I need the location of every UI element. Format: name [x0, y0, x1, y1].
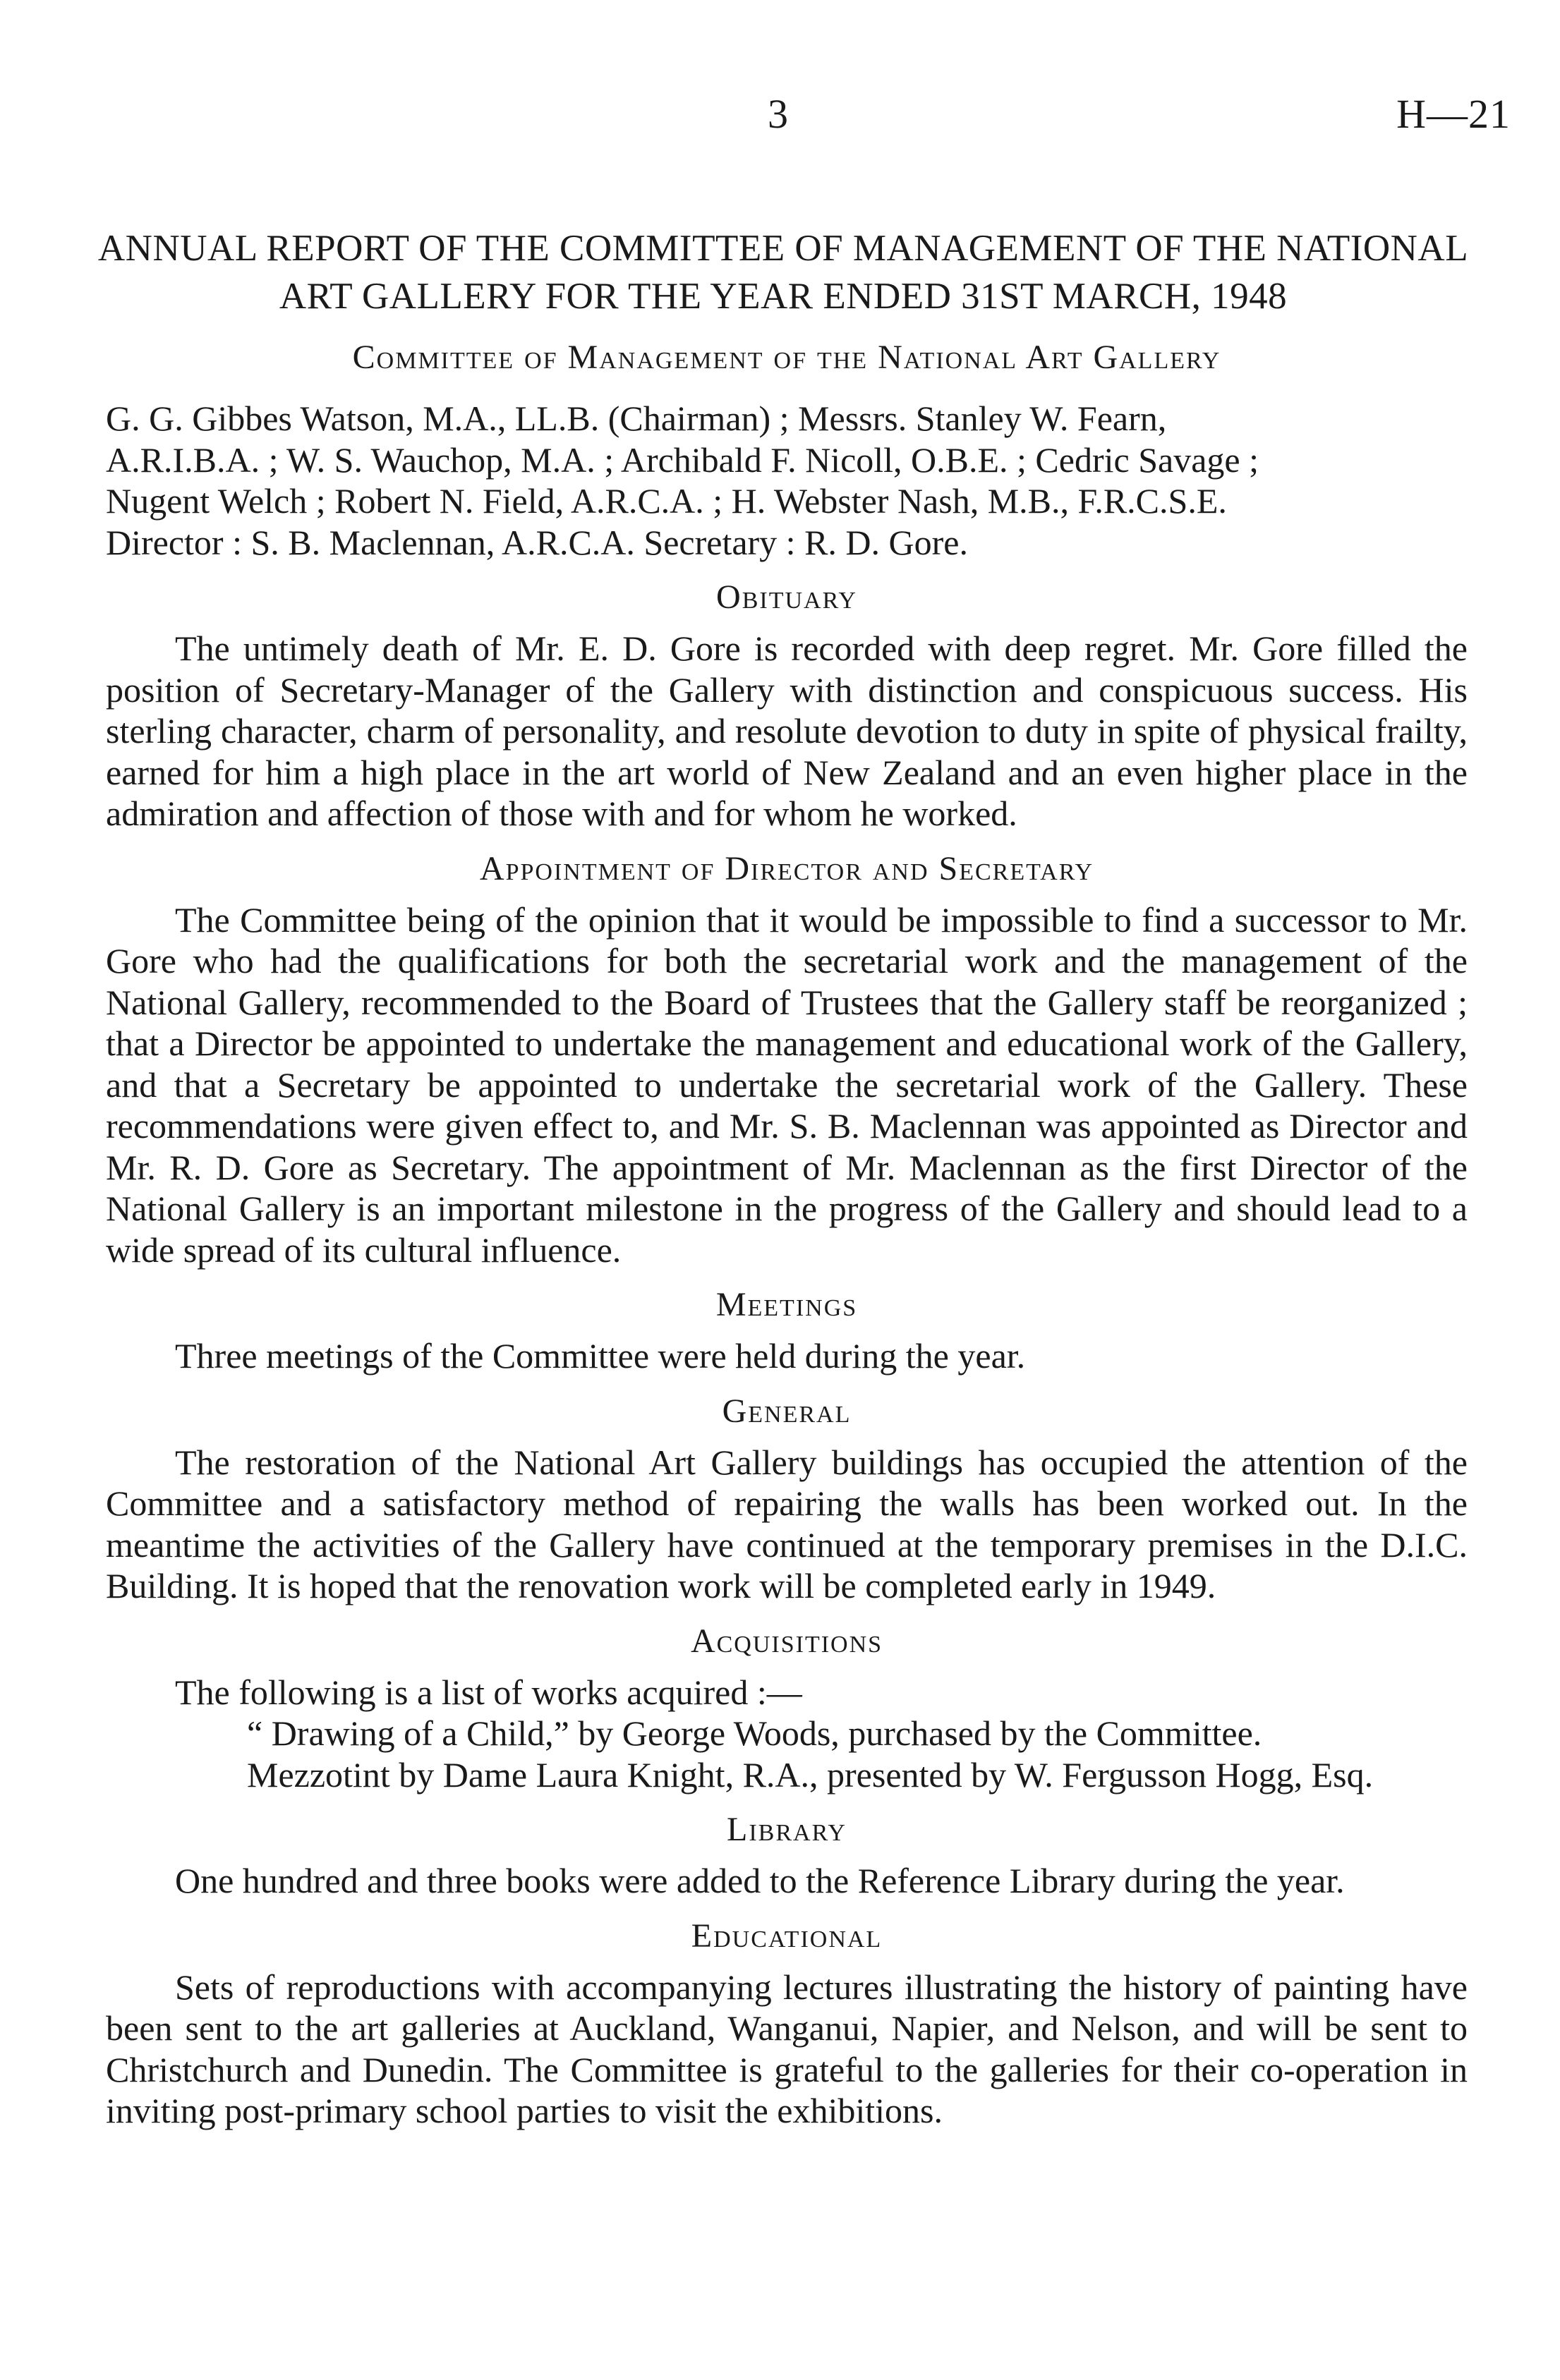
- committee-heading: Committee of Management of the National Art Gallery: [352, 339, 1221, 376]
- educational-paragraph: Sets of reproductions with accompanying lectures illustrating the history of painting have been sent to the art galleries at Auckland, Wanganui, Napier, and Nelson, and will be sent to Christchurch and Dunedin. The Committee is grateful to the galleries for their co-operation in inviting post-primary school parties to visit the exhibitions.: [106, 1967, 1468, 2130]
- acquisition-item: Mezzotint by Dame Laura Knight, R.A., presented by W. Fergusson Hogg, Esq.: [247, 1754, 1374, 1795]
- appointment-paragraph: The Committee being of the opinion that it would be impossible to find a successor to Mr. Gore who had the qualifications for both the secretarial work and the management of the National Gallery, recommended to the Board of Trustees that the Gallery staff be reorganized ; that a Director be appointed to undertake the management and educational work of the Gallery, and that a Secretary be appointed to undertake the secretarial work of the Gallery. These recommendations were given effect to, and Mr. S. B. Maclennan was appointed as Director and Mr. R. D. Gore as Secretary. The appointment of Mr. Maclennan as the first Director of the National Gallery is an important milestone in the progress of the Gallery and should lead to a wide spread of its cultural influence.: [106, 899, 1468, 1270]
- acquisitions-intro: The following is a list of works acquired :—: [175, 1672, 802, 1712]
- general-paragraph: The restoration of the National Art Gallery buildings has occupied the attention of the Committee and a satisfactory method of repairing the walls has been worked out. In the meantime the activities of the Gallery have continued at the temporary premises in the D.I.C. Building. It is hoped that the renovation work will be completed early in 1949.: [106, 1442, 1468, 1605]
- meetings-paragraph: Three meetings of the Committee were held during the year.: [175, 1336, 1026, 1376]
- meetings-heading: Meetings: [715, 1286, 858, 1323]
- library-heading: Library: [727, 1811, 847, 1848]
- committee-line: A.R.I.B.A. ; W. S. Wauchop, M.A. ; Archibald F. Nicoll, O.B.E. ; Cedric Savage ;: [106, 439, 1259, 480]
- library-paragraph: One hundred and three books were added to the Reference Library during the year.: [175, 1861, 1345, 1900]
- acquisition-item: “ Drawing of a Child,” by George Woods, purchased by the Committee.: [247, 1713, 1262, 1753]
- obituary-heading: Obituary: [716, 578, 857, 616]
- document-code: H—21: [1396, 91, 1511, 137]
- committee-line: Director : S. B. Maclennan, A.R.C.A. Secretary : R. D. Gore.: [106, 522, 968, 562]
- appointment-heading: Appointment of Director and Secretary: [479, 849, 1094, 887]
- report-title-line-1: ANNUAL REPORT OF THE COMMITTEE OF MANAGEMENT OF THE NATIONAL: [97, 228, 1469, 269]
- committee-line: Nugent Welch ; Robert N. Field, A.R.C.A. ; H. Webster Nash, M.B., F.R.C.S.E.: [106, 481, 1227, 521]
- educational-heading: Educational: [691, 1917, 883, 1955]
- report-title: [92, 224, 1475, 320]
- committee-members: [106, 398, 1468, 563]
- page-number: 3: [768, 91, 788, 137]
- general-heading: General: [722, 1392, 852, 1430]
- committee-line: G. G. Gibbes Watson, M.A., LL.B. (Chairman) ; Messrs. Stanley W. Fearn,: [106, 399, 1167, 438]
- obituary-paragraph: The untimely death of Mr. E. D. Gore is recorded with deep regret. Mr. Gore filled the position of Secretary-Manager of the Gallery with distinction and conspicuous success. His sterling character, charm of personality, and resolute devotion to duty in spite of physical frailty, earned for him a high place in the art world of New Zealand and an even higher place in the admiration and affection of those with and for whom he worked.: [106, 629, 1468, 833]
- report-title-line-2: ART GALLERY FOR THE YEAR ENDED 31ST MARCH, 1948: [279, 276, 1288, 317]
- acquisitions-list: [106, 1713, 1468, 1795]
- report-body: [106, 337, 1468, 2132]
- acquisitions-heading: Acquisitions: [690, 1622, 883, 1660]
